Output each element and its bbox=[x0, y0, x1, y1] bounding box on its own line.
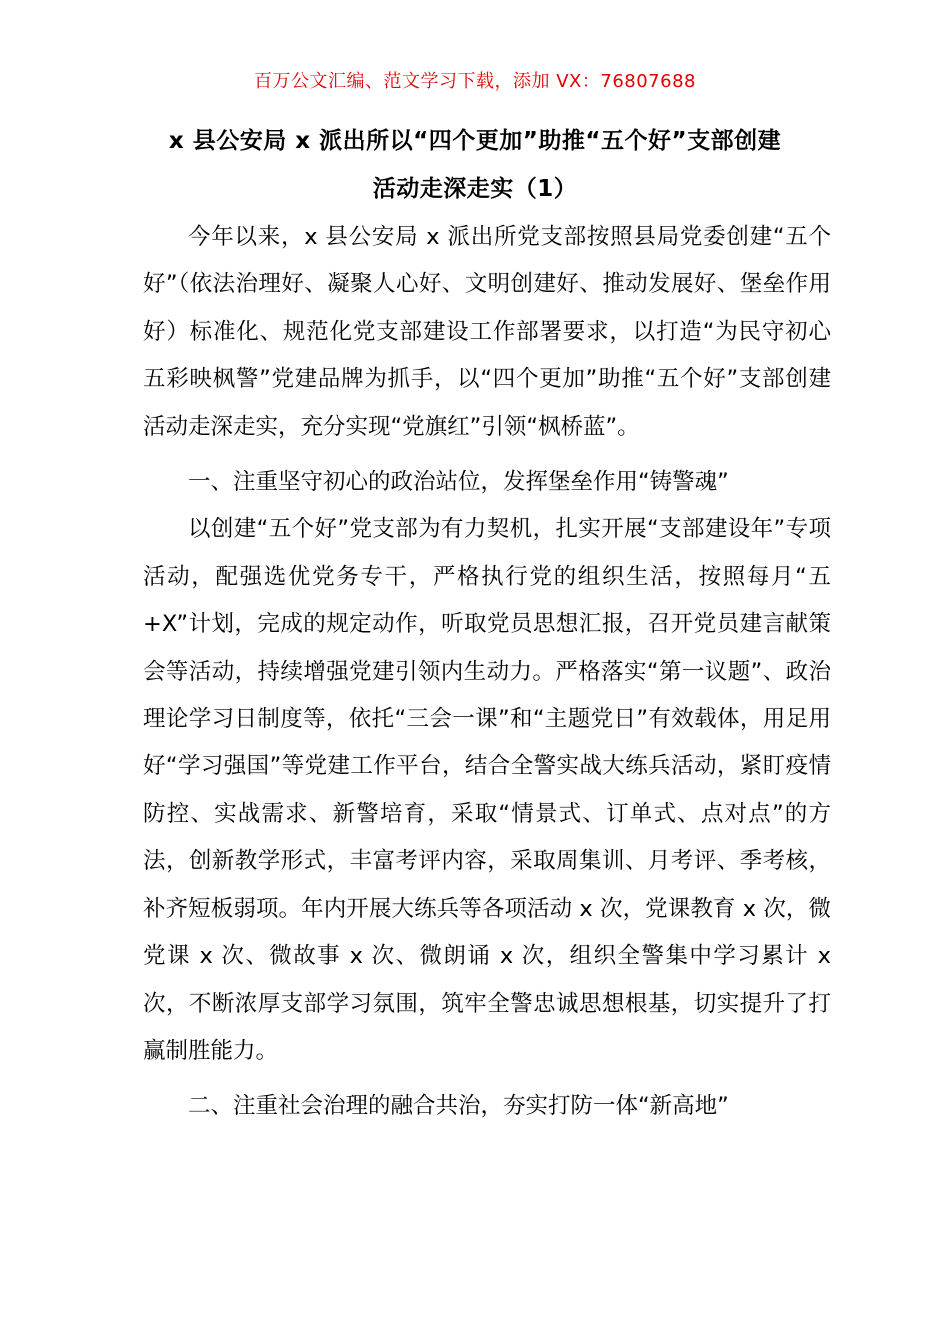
section-1-heading: 一、注重坚守初心的政治站位，发挥堡垒作用“铸警魂” bbox=[188, 469, 729, 496]
section-1-paragraph: 以创建“五个好”党支部为有力契机，扎实开展“支部建设年”专项活动，配强选优党务专干，严格执行党的组织生活，按照每月“五+X”计划，完成的规定动作，听取党员思想汇报，召开党员建言献策会等活动，持续增强党建引领内生动力。严格落实“第一议题”、政治理论学习日制度等，依托“三会一课”和“主题党日”有效载体，用足用好“学习强国”等党建工作平台，结合全警实战大练兵活动，紧盯疫情防控、实战需求、新警培育，采取“情景式、订单式、点对点”的方法，创新教学形式，丰富考评内容，采取周集训、月考评、季考核，补齐短板弱项。年内开展大练兵等各项活动 x 次，党课教育 x 次，微党课 x 次、微故事 x 次、微朗诵 x 次，组织全警集中学习累计 x 次，不断浓厚支部学习氛围，筑牢全警忠诚思想根基，切实提升了打赢制胜能力。 bbox=[143, 516, 831, 1064]
document-title-line-1: x 县公安局 x 派出所以“四个更加”助推“五个好”支部创建 bbox=[168, 128, 782, 154]
intro-paragraph: 今年以来，x 县公安局 x 派出所党支部按照县局党委创建“五个好”（依法治理好、凝聚人心好、文明创建好、推动发展好、堡垒作用好）标准化、规范化党支部建设工作部署要求，以打造“为民守初心 五彩映枫警”党建品牌为抓手，以“四个更加”助推“五个好”支部创建活动走深走实，充分实现“党旗红”引领“枫桥蓝”。 bbox=[143, 224, 831, 440]
document-body bbox=[143, 214, 831, 1131]
section-2-heading: 二、注重社会治理的融合共治，夯实打防一体“新高地” bbox=[188, 1093, 729, 1120]
header-download-note: 百万公文汇编、范文学习下载，添加 VX：76807688 bbox=[254, 71, 696, 92]
document-title-line-2: 活动走深走实（1） bbox=[372, 176, 578, 202]
